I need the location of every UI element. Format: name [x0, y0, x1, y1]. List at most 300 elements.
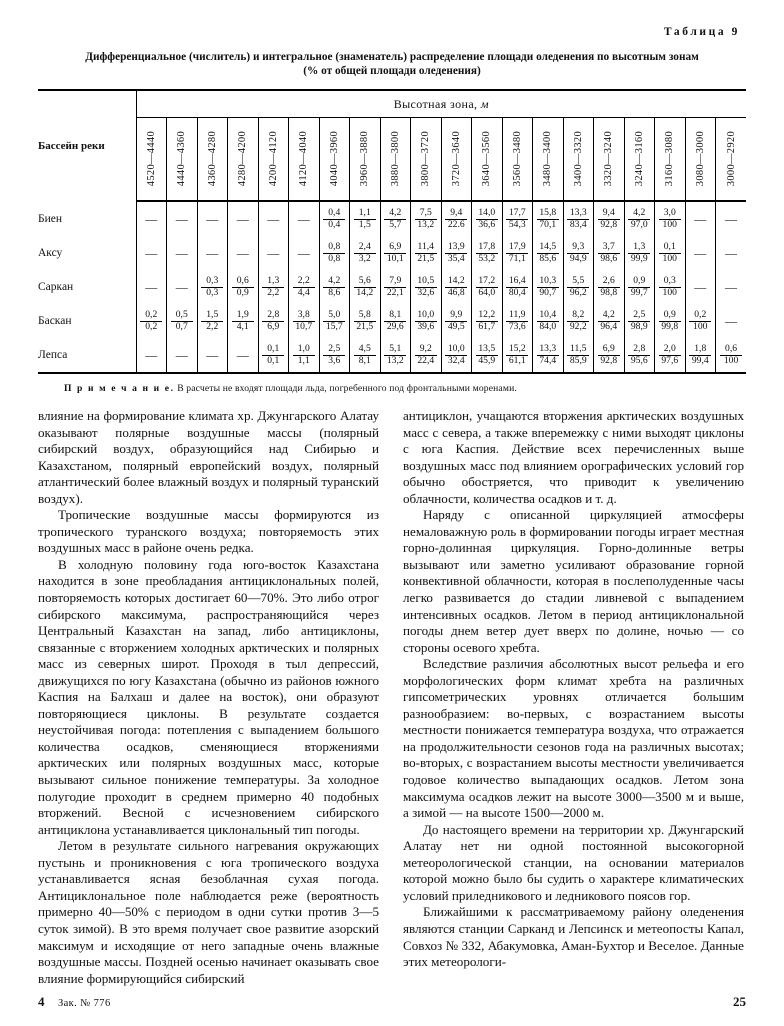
- data-cell: [716, 338, 747, 373]
- empty-dash: —: [725, 280, 738, 294]
- data-cell: [167, 338, 198, 373]
- fraction-value: [537, 208, 559, 229]
- left-paragraph-2: Тропические воздушные массы формируются из тропического туранского воздуха; повторяемость этих воздушных масс в районе очень редка.: [38, 507, 379, 556]
- integral-value: 92,2: [567, 321, 589, 332]
- fraction-value: [628, 242, 650, 263]
- differential-value: 17,8: [478, 241, 496, 253]
- integral-value: 96,4: [598, 321, 620, 332]
- differential-value: 2,8: [267, 309, 280, 321]
- column-header-label: 3720—3640: [450, 130, 462, 187]
- data-cell: [472, 338, 503, 373]
- column-header-label: 3560—3480: [511, 130, 523, 187]
- differential-value: 8,1: [389, 309, 402, 321]
- table-row: [38, 338, 746, 373]
- integral-value: 49,5: [445, 321, 467, 332]
- column-header-label: 3880—3800: [389, 130, 401, 187]
- fraction-value: [354, 344, 376, 365]
- data-cell: [197, 201, 228, 236]
- data-cell: [350, 270, 381, 304]
- fraction-value: [628, 310, 650, 331]
- data-cell: [533, 270, 564, 304]
- differential-value: 2,4: [358, 241, 371, 253]
- data-cell: [563, 236, 594, 270]
- data-cell: [380, 304, 411, 338]
- fraction-value: [232, 276, 254, 297]
- differential-value: 9,4: [450, 207, 463, 219]
- data-cell: [441, 270, 472, 304]
- differential-value: 10,0: [417, 309, 435, 321]
- integral-value: 84,0: [537, 321, 559, 332]
- differential-value: 5,5: [572, 275, 585, 287]
- data-cell: [716, 236, 747, 270]
- integral-value: 100: [720, 355, 742, 366]
- row-label-2: Аксу: [38, 236, 136, 270]
- page-number: 25: [733, 994, 746, 1009]
- column-header-19: [685, 118, 716, 202]
- integral-value: 29,6: [384, 321, 406, 332]
- differential-value: 9,4: [602, 207, 615, 219]
- data-cell: [228, 236, 259, 270]
- column-header-label: 3640—3560: [481, 130, 493, 187]
- data-cell: [685, 338, 716, 373]
- fraction-value: [537, 310, 559, 331]
- data-cell: [472, 236, 503, 270]
- signature-mark: [38, 994, 111, 1010]
- data-cell: [441, 304, 472, 338]
- integral-value: 73,6: [506, 321, 528, 332]
- data-cell: [228, 270, 259, 304]
- data-cell: [472, 201, 503, 236]
- fraction-value: [506, 208, 528, 229]
- fraction-value: [262, 344, 284, 365]
- empty-dash: —: [694, 280, 707, 294]
- differential-value: 4,2: [389, 207, 402, 219]
- integral-value: 94,9: [567, 253, 589, 264]
- data-cell: [655, 270, 686, 304]
- data-cell: [502, 338, 533, 373]
- data-cell: [258, 338, 289, 373]
- fraction-value: [567, 310, 589, 331]
- differential-value: 2,5: [328, 343, 341, 355]
- integral-value: 99,8: [659, 321, 681, 332]
- differential-value: 2,8: [633, 343, 646, 355]
- fraction-value: [506, 310, 528, 331]
- integral-value: 99,7: [628, 287, 650, 298]
- table-note-label: П р и м е ч а н и е.: [64, 383, 175, 394]
- data-cell: [624, 201, 655, 236]
- fraction-value: [506, 344, 528, 365]
- data-cell: [472, 304, 503, 338]
- data-cell: [533, 304, 564, 338]
- table-top-rule-row: [38, 90, 746, 118]
- fraction-value: [476, 208, 498, 229]
- fraction-value: [415, 208, 437, 229]
- data-cell: [624, 304, 655, 338]
- differential-value: 13,3: [569, 207, 587, 219]
- data-cell: [136, 236, 167, 270]
- fraction-value: [506, 276, 528, 297]
- differential-value: 9,9: [450, 309, 463, 321]
- data-cell: [685, 304, 716, 338]
- differential-value: 13,9: [447, 241, 465, 253]
- differential-value: 3,8: [297, 309, 310, 321]
- page-footer: [38, 994, 746, 1010]
- fraction-value: [659, 276, 681, 297]
- fraction-value: [476, 310, 498, 331]
- table-title-line-1: Дифференциальное (числитель) и интегральное (знаменатель) распределение площади оледенения по высотным зонам: [85, 51, 699, 63]
- integral-value: 0,3: [201, 287, 223, 298]
- integral-value: 2,2: [262, 287, 284, 298]
- integral-value: 1,5: [354, 219, 376, 230]
- fraction-value: [415, 242, 437, 263]
- data-cell: [563, 304, 594, 338]
- fraction-value: [628, 344, 650, 365]
- data-cell: [472, 270, 503, 304]
- integral-value: 4,4: [293, 287, 315, 298]
- zone-span-text: Высотная зона,: [393, 96, 478, 111]
- column-header-label: 3160—3080: [664, 130, 676, 187]
- empty-dash: —: [267, 212, 280, 226]
- table-number-label: Таблица 9: [663, 26, 740, 38]
- data-cell: [258, 201, 289, 236]
- fraction-value: [567, 242, 589, 263]
- differential-value: 8,2: [572, 309, 585, 321]
- differential-value: 14,5: [539, 241, 557, 253]
- empty-dash: —: [145, 348, 158, 362]
- differential-value: 15,2: [508, 343, 526, 355]
- fraction-value: [323, 344, 345, 365]
- data-cell: [228, 201, 259, 236]
- differential-value: 9,3: [572, 241, 585, 253]
- left-paragraph-4: Летом в результате сильного нагревания окружающих пустынь и проникновения с юга тропического воздуха устанавливается ясная безоблачная сухая погода. Антициклональное поле наблюдается реже (вероятность примерно 40—50% с периодом в одни сутки против 3—5 суток зимой). В это время получает свое развитие азорский максимум и исходящие от него западные очень влажные воздушные массы. Поздней осенью начинает оказывать свое влияние формирующийся сибирский: [38, 838, 379, 986]
- data-cell: [624, 338, 655, 373]
- fraction-value: [354, 208, 376, 229]
- empty-dash: —: [236, 246, 249, 260]
- data-cell: [533, 236, 564, 270]
- data-cell: [228, 338, 259, 373]
- empty-dash: —: [175, 348, 188, 362]
- empty-dash: —: [206, 348, 219, 362]
- table-row: [38, 201, 746, 236]
- differential-value: 0,3: [663, 275, 676, 287]
- differential-value: 0,2: [694, 309, 707, 321]
- fraction-value: [384, 208, 406, 229]
- fraction-value: [689, 310, 711, 331]
- integral-value: 39,6: [415, 321, 437, 332]
- integral-value: 6,9: [262, 321, 284, 332]
- integral-value: 32,4: [445, 355, 467, 366]
- integral-value: 1,1: [293, 355, 315, 366]
- stub-header-label: Бассейн реки: [38, 140, 105, 152]
- data-cell: [502, 201, 533, 236]
- fraction-value: [262, 276, 284, 297]
- differential-value: 1,3: [633, 241, 646, 253]
- fraction-value: [445, 276, 467, 297]
- integral-value: 22,1: [384, 287, 406, 298]
- column-header-11: [441, 118, 472, 202]
- data-cell: [502, 270, 533, 304]
- data-cell: [319, 201, 350, 236]
- data-cell: [350, 236, 381, 270]
- differential-value: 0,5: [175, 309, 188, 321]
- fraction-value: [659, 310, 681, 331]
- column-header-label: 3960—3880: [359, 130, 371, 187]
- differential-value: 11,4: [417, 241, 434, 253]
- differential-value: 5,1: [389, 343, 402, 355]
- data-cell: [136, 201, 167, 236]
- differential-value: 11,5: [570, 343, 587, 355]
- glaciation-distribution-table: [38, 89, 746, 374]
- fraction-value: [476, 276, 498, 297]
- column-header-12: [472, 118, 503, 202]
- fraction-value: [323, 310, 345, 331]
- empty-dash: —: [725, 212, 738, 226]
- data-cell: [563, 338, 594, 373]
- integral-value: 2,2: [201, 321, 223, 332]
- left-paragraph-3: В холодную половину года юго-восток Казахстана находится в зоне преобладания антициклональных полей, повторяемость которых достигает 60—70%. Это либо отрог сибирского максимума, распространяющийся через Центральный Казахстан на запад, либо антициклоны, связанные с вторжением холодных арктических и полярных масс из северных широт. Проходя в тыл депрессий, движущихся по югу Казахстана (обычно из районов южного Каспия на Балхаш и далее на восток), они образуют повторяющиеся циклоны. В результате создается неустойчивая погода: потепления с выпадением большого количества осадков, сменяющиеся вторжениями арктических или полярных воздушных масс, которые вызывают сильное понижение температуры. За холодное полугодие проходит в среднем примерно 40 подобных вторжений. Весной с исчезновением сибирского антициклона устанавливается циклональный тип погоды.: [38, 556, 379, 837]
- integral-value: 98,6: [598, 253, 620, 264]
- integral-value: 22.6: [445, 219, 467, 230]
- data-cell: [533, 338, 564, 373]
- stub-header-cell: [38, 90, 136, 201]
- data-cell: [685, 201, 716, 236]
- column-header-7: [319, 118, 350, 202]
- data-cell: [441, 236, 472, 270]
- differential-value: 0,9: [663, 309, 676, 321]
- table-body: [38, 201, 746, 373]
- data-cell: [411, 236, 442, 270]
- left-paragraph-1: влияние на формирование климата хр. Джунгарского Алатау оказывают полярные воздушные массы (полярный сибирский воздух, образующийся над Сибирью и Казахстаном, полярный европейский воздух, полярный атлантический более влажный воздух и полярный туранский воздух).: [38, 408, 379, 506]
- table-note: [64, 383, 746, 394]
- table-footer: [38, 373, 746, 374]
- column-header-20: [716, 118, 747, 202]
- column-header-2: [167, 118, 198, 202]
- integral-value: 70,1: [537, 219, 559, 230]
- fraction-value: [293, 344, 315, 365]
- column-header-label: 4120—4040: [298, 130, 310, 187]
- fraction-value: [628, 276, 650, 297]
- differential-value: 13,3: [539, 343, 557, 355]
- differential-value: 10,4: [539, 309, 557, 321]
- column-header-14: [533, 118, 564, 202]
- table-bottom-rule-row: [38, 373, 746, 374]
- integral-value: 21,5: [354, 321, 376, 332]
- integral-value: 0,1: [262, 355, 284, 366]
- data-cell: [594, 270, 625, 304]
- differential-value: 0,4: [328, 207, 341, 219]
- empty-dash: —: [694, 212, 707, 226]
- data-cell: [228, 304, 259, 338]
- differential-value: 0,8: [328, 241, 341, 253]
- integral-value: 0,7: [171, 321, 193, 332]
- data-cell: [594, 304, 625, 338]
- data-cell: [380, 201, 411, 236]
- integral-value: 97,0: [628, 219, 650, 230]
- data-cell: [502, 304, 533, 338]
- fraction-value: [659, 344, 681, 365]
- fraction-value: [567, 208, 589, 229]
- data-cell: [655, 201, 686, 236]
- empty-dash: —: [145, 246, 158, 260]
- data-cell: [167, 201, 198, 236]
- fraction-value: [201, 276, 223, 297]
- right-paragraph-5: Ближайшими к рассматриваемому району оледенения являются станции Сарканд и Лепсинск и метеопосты Капал, Совхоз № 332, Абакумовка, Аман-Бухтор и Веселое. Данные этих метеорологи-: [403, 904, 744, 970]
- integral-value: 95,6: [628, 355, 650, 366]
- data-cell: [716, 270, 747, 304]
- data-cell: [167, 304, 198, 338]
- differential-value: 7,9: [389, 275, 402, 287]
- data-cell: [655, 304, 686, 338]
- empty-dash: —: [694, 246, 707, 260]
- differential-value: 12,2: [478, 309, 496, 321]
- data-cell: [624, 236, 655, 270]
- table-header: [38, 90, 746, 201]
- fraction-value: [323, 276, 345, 297]
- fraction-value: [598, 242, 620, 263]
- fraction-value: [384, 276, 406, 297]
- column-header-9: [380, 118, 411, 202]
- integral-value: 83,4: [567, 219, 589, 230]
- empty-dash: —: [236, 348, 249, 362]
- fraction-value: [506, 242, 528, 263]
- differential-value: 0,1: [267, 343, 280, 355]
- fraction-value: [476, 344, 498, 365]
- fraction-value: [445, 310, 467, 331]
- integral-value: 100: [689, 321, 711, 332]
- data-cell: [350, 338, 381, 373]
- glaciation-distribution-table-wrapper: [38, 89, 746, 374]
- data-cell: [594, 201, 625, 236]
- differential-value: 15,8: [539, 207, 557, 219]
- differential-value: 6,9: [389, 241, 402, 253]
- column-header-label: 4200—4120: [267, 130, 279, 187]
- column-header-8: [350, 118, 381, 202]
- differential-value: 11,9: [509, 309, 526, 321]
- fraction-value: [354, 310, 376, 331]
- integral-value: 53,2: [476, 253, 498, 264]
- data-cell: [319, 304, 350, 338]
- integral-value: 0,2: [140, 321, 162, 332]
- integral-value: 13,2: [415, 219, 437, 230]
- row-label-3: Саркан: [38, 270, 136, 304]
- column-header-label: 3800—3720: [420, 130, 432, 187]
- integral-value: 61,1: [506, 355, 528, 366]
- integral-value: 5,7: [384, 219, 406, 230]
- differential-value: 1,0: [297, 343, 310, 355]
- column-header-10: [411, 118, 442, 202]
- data-cell: [319, 236, 350, 270]
- integral-value: 96,2: [567, 287, 589, 298]
- differential-value: 17,2: [478, 275, 496, 287]
- fraction-value: [323, 242, 345, 263]
- empty-dash: —: [175, 246, 188, 260]
- differential-value: 4,2: [328, 275, 341, 287]
- data-cell: [655, 338, 686, 373]
- empty-dash: —: [725, 246, 738, 260]
- integral-value: 85,6: [537, 253, 559, 264]
- column-header-label: 3480—3400: [542, 130, 554, 187]
- right-paragraph-2: Наряду с описанной циркуляцией атмосферы немаловажную роль в формировании погоды играет местная горно-долинная циркуляция. Горно-долинные ветры вызывают или заметно усиливают образование горной конвективной облачности, которая в послеполуденные часы легко развивается до стадии ливневой с выпадением интенсивных осадков. Летом в период антициклональной погоды днем ветер дует вверх по долине, ночью — со стороны осевого хребта.: [403, 507, 744, 655]
- fraction-value: [384, 242, 406, 263]
- data-cell: [289, 270, 320, 304]
- fraction-value: [415, 276, 437, 297]
- integral-value: 85,9: [567, 355, 589, 366]
- data-cell: [380, 338, 411, 373]
- fraction-value: [445, 344, 467, 365]
- data-cell: [350, 304, 381, 338]
- differential-value: 5,0: [328, 309, 341, 321]
- fraction-value: [598, 310, 620, 331]
- data-cell: [716, 201, 747, 236]
- empty-dash: —: [236, 212, 249, 226]
- integral-value: 36,6: [476, 219, 498, 230]
- differential-value: 2,6: [602, 275, 615, 287]
- integral-value: 61,7: [476, 321, 498, 332]
- data-cell: [258, 236, 289, 270]
- differential-value: 0,1: [663, 241, 676, 253]
- integral-value: 46,8: [445, 287, 467, 298]
- fraction-value: [445, 242, 467, 263]
- differential-value: 2,0: [663, 343, 676, 355]
- data-cell: [197, 270, 228, 304]
- data-cell: [258, 304, 289, 338]
- data-cell: [716, 304, 747, 338]
- data-cell: [502, 236, 533, 270]
- differential-value: 14,2: [447, 275, 465, 287]
- data-cell: [685, 236, 716, 270]
- column-header-15: [563, 118, 594, 202]
- data-cell: [624, 270, 655, 304]
- column-header-1: [136, 118, 167, 202]
- column-header-18: [655, 118, 686, 202]
- table-title-line-2: (% от общей площади оледенения): [303, 65, 481, 77]
- column-header-17: [624, 118, 655, 202]
- differential-value: 2,2: [297, 275, 310, 287]
- data-cell: [411, 304, 442, 338]
- integral-value: 3,6: [323, 355, 345, 366]
- data-cell: [380, 236, 411, 270]
- data-cell: [167, 270, 198, 304]
- differential-value: 3,0: [663, 207, 676, 219]
- integral-value: 92,8: [598, 219, 620, 230]
- data-cell: [411, 338, 442, 373]
- fraction-value: [140, 310, 162, 331]
- right-paragraph-3: Вследствие различия абсолютных высот рельефа и его морфологических форм климат хребта на различных гипсометрических уровнях отличается большим разнообразием: во-первых, с возрастанием высоты местности понижается температура воздуха, что отражается на продолжительности сезонов года на различных высотах; во-вторых, с возрастанием высоты местности увеличивается годовое количество выпадающих осадков. Летом зона максимума осадков лежит на высоте 3000—3500 м и выше, а зимой — на высоте 1500—2000 м.: [403, 656, 744, 821]
- data-cell: [350, 201, 381, 236]
- fraction-value: [689, 344, 711, 365]
- differential-value: 1,1: [358, 207, 371, 219]
- fraction-value: [537, 344, 559, 365]
- data-cell: [411, 270, 442, 304]
- data-cell: [258, 270, 289, 304]
- integral-value: 32,6: [415, 287, 437, 298]
- integral-value: 3,2: [354, 253, 376, 264]
- data-cell: [136, 304, 167, 338]
- column-header-label: 4520—4440: [145, 130, 157, 187]
- integral-value: 100: [659, 287, 681, 298]
- empty-dash: —: [145, 212, 158, 226]
- integral-value: 13,2: [384, 355, 406, 366]
- signature-number: 4: [38, 994, 45, 1009]
- table-note-text: В расчеты не входят площади льда, погребенного под фронтальными моренами.: [177, 383, 517, 394]
- fraction-value: [659, 208, 681, 229]
- differential-value: 0,2: [145, 309, 158, 321]
- differential-value: 4,2: [602, 309, 615, 321]
- table-row: [38, 270, 746, 304]
- integral-value: 15,7: [323, 321, 345, 332]
- integral-value: 98,8: [598, 287, 620, 298]
- zone-span-header: [136, 90, 746, 118]
